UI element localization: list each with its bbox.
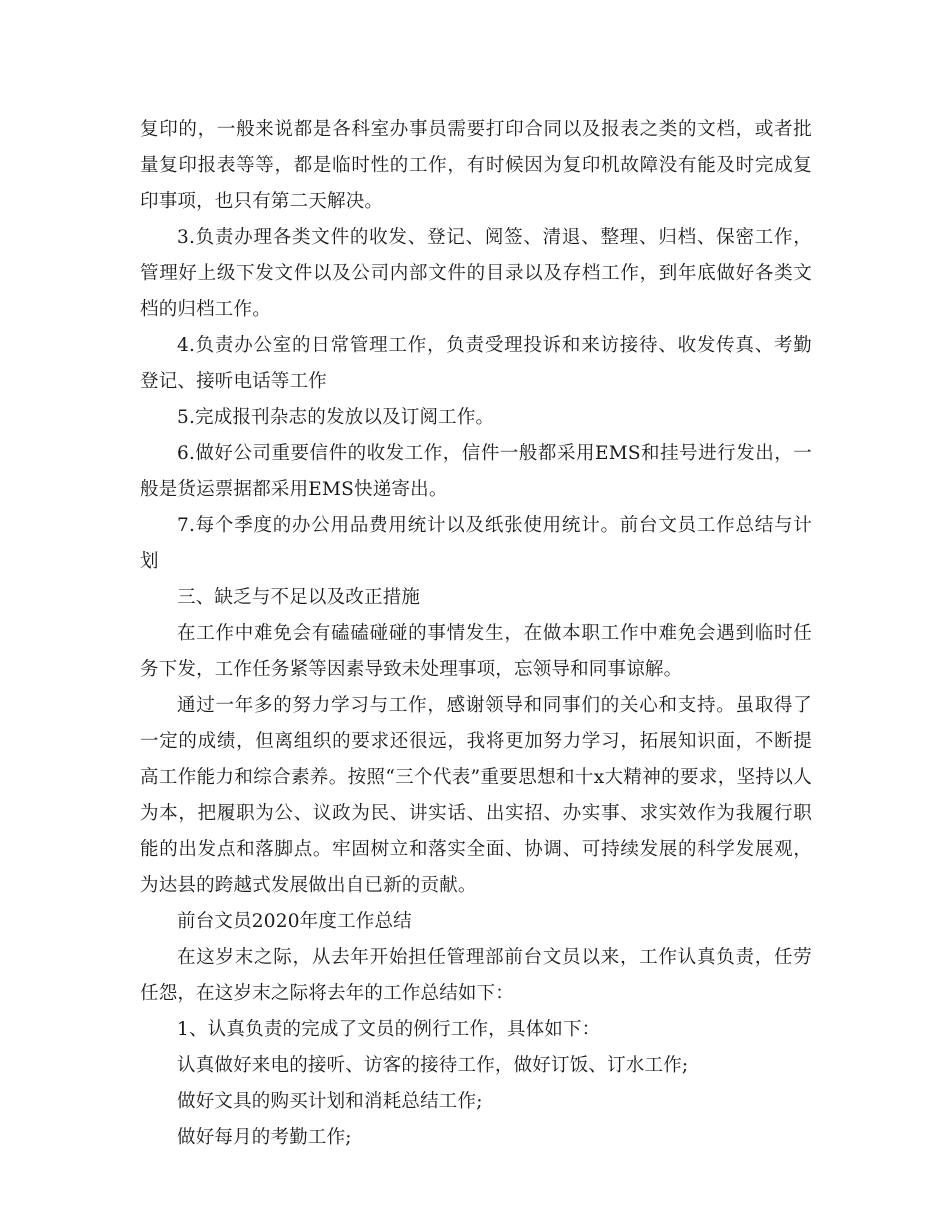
paragraph: 在这岁末之际，从去年开始担任管理部前台文员以来，工作认真负责，任劳任怨，在这岁末之际将去年的工作总结如下： (140, 947, 812, 1004)
paragraph: 5.完成报刊杂志的发放以及订阅工作。 (177, 407, 495, 428)
paragraph: 4.负责办公室的日常管理工作，负责受理投诉和来访接待、收发传真、考勤登记、接听电话等工作 (140, 335, 812, 392)
paragraph: 通过一年多的努力学习与工作，感谢领导和同事们的关心和支持。虽取得了一定的成绩，但离组织的要求还很远，我将更加努力学习，拓展知识面，不断提高工作能力和综合素养。按照“三个代表”重要思想和十x大精神的要求，坚持以人为本，把履职为公、议政为民、讲实话、出实招、办实事、求实效作为我履行职能的出发点和落脚点。牢固树立和落实全面、协调、可持续发展的科学发展观，为达县的跨越式发展做出自已新的贡献。 (140, 695, 812, 896)
paragraph: 在工作中难免会有磕磕碰碰的事情发生，在做本职工作中难免会遇到临时任务下发，工作任务紧等因素导致未处理事项，忘领导和同事谅解。 (140, 623, 812, 680)
paragraph: 7.每个季度的办公用品费用统计以及纸张使用统计。前台文员工作总结与计划 (140, 515, 812, 572)
paragraph: 做好每月的考勤工作; (177, 1127, 352, 1148)
section-heading: 前台文员2020年度工作总结 (177, 911, 412, 932)
paragraph: 做好文具的购买计划和消耗总结工作; (177, 1091, 483, 1112)
paragraph: 6.做好公司重要信件的收发工作，信件一般都采用EMS和挂号进行发出，一般是货运票据都采用EMS快递寄出。 (140, 443, 812, 500)
section-heading: 三、缺乏与不足以及改正措施 (177, 587, 421, 608)
paragraph: 认真做好来电的接听、访客的接待工作，做好订饭、订水工作; (177, 1055, 689, 1076)
document-body (140, 112, 812, 1156)
paragraph: 1、认真负责的完成了文员的例行工作，具体如下： (177, 1019, 601, 1040)
paragraph: 复印的，一般来说都是各科室办事员需要打印合同以及报表之类的文档，或者批量复印报表等等，都是临时性的工作，有时候因为复印机故障没有能及时完成复印事项，也只有第二天解决。 (140, 119, 812, 212)
paragraph: 3.负责办理各类文件的收发、登记、阅签、清退、整理、归档、保密工作，管理好上级下发文件以及公司内部文件的目录以及存档工作，到年底做好各类文档的归档工作。 (140, 227, 812, 320)
